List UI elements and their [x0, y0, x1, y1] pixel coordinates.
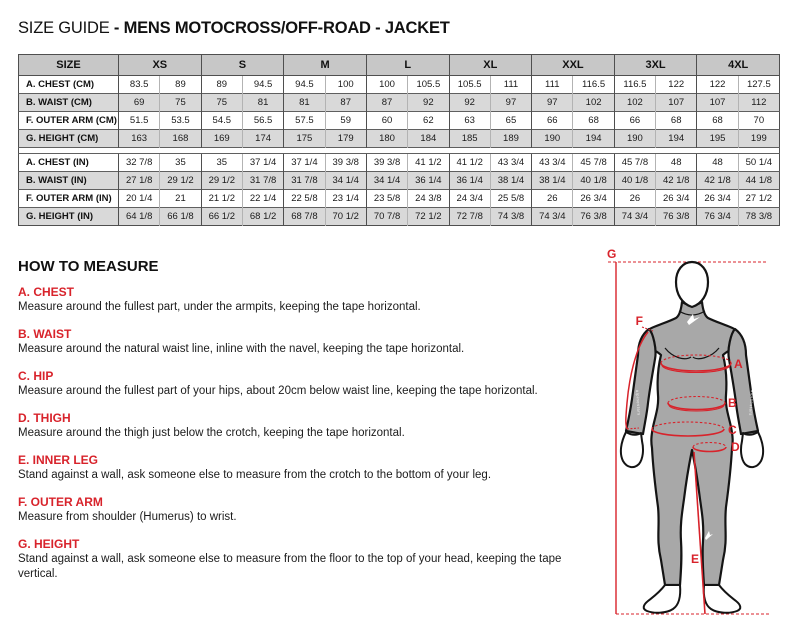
size-value-cell: 66	[532, 112, 573, 130]
measure-label: G. HEIGHT	[18, 537, 80, 551]
size-value-cell: 102	[614, 94, 655, 112]
size-value-cell: 169	[201, 130, 242, 148]
size-column-header: M	[284, 55, 367, 76]
size-value-cell: 179	[325, 130, 366, 148]
size-value-cell: 122	[697, 76, 738, 94]
arm-wordmark-left: alpinestars	[635, 389, 642, 416]
label-g: G	[607, 247, 617, 261]
size-value-cell: 92	[449, 94, 490, 112]
size-value-cell: 48	[697, 154, 738, 172]
row-label: A. CHEST (IN)	[19, 154, 119, 172]
size-value-cell: 105.5	[449, 76, 490, 94]
size-value-cell: 112	[738, 94, 779, 112]
measure-section	[18, 369, 593, 399]
size-value-cell: 35	[160, 154, 201, 172]
table-row	[19, 190, 780, 208]
size-column-header: 3XL	[614, 55, 697, 76]
size-value-cell: 50 1/4	[738, 154, 779, 172]
size-value-cell: 63	[449, 112, 490, 130]
size-value-cell: 38 1/4	[490, 172, 531, 190]
size-value-cell: 102	[573, 94, 614, 112]
size-value-cell: 39 3/8	[366, 154, 407, 172]
table-row	[19, 154, 780, 172]
size-value-cell: 111	[532, 76, 573, 94]
size-value-cell: 70	[738, 112, 779, 130]
size-value-cell: 92	[408, 94, 449, 112]
size-column-header: XS	[119, 55, 202, 76]
size-value-cell: 194	[656, 130, 697, 148]
size-value-cell: 122	[656, 76, 697, 94]
how-to-measure-sections	[18, 285, 593, 594]
size-table-head	[19, 55, 780, 76]
size-column-header: XL	[449, 55, 532, 76]
figure-right-arm	[728, 329, 758, 434]
size-value-cell: 190	[614, 130, 655, 148]
size-value-cell: 42 1/8	[656, 172, 697, 190]
size-value-cell: 27 1/2	[738, 190, 779, 208]
row-label: G. HEIGHT (IN)	[19, 208, 119, 226]
size-value-cell: 68	[573, 112, 614, 130]
size-value-cell: 31 7/8	[242, 172, 283, 190]
figure-right-foot	[704, 585, 741, 613]
row-label: B. WAIST (CM)	[19, 94, 119, 112]
size-value-cell: 29 1/2	[160, 172, 201, 190]
size-value-cell: 97	[532, 94, 573, 112]
measure-label: E. INNER LEG	[18, 453, 99, 467]
size-value-cell: 94.5	[284, 76, 325, 94]
size-value-cell: 23 1/4	[325, 190, 366, 208]
measure-label: D. THIGH	[18, 411, 71, 425]
size-value-cell: 20 1/4	[119, 190, 160, 208]
size-column-header: XXL	[532, 55, 615, 76]
row-label: F. OUTER ARM (IN)	[19, 190, 119, 208]
size-value-cell: 42 1/8	[697, 172, 738, 190]
size-value-cell: 127.5	[738, 76, 779, 94]
measure-section	[18, 495, 593, 525]
size-value-cell: 38 1/4	[532, 172, 573, 190]
size-value-cell: 116.5	[614, 76, 655, 94]
size-value-cell: 75	[160, 94, 201, 112]
measure-label: C. HIP	[18, 369, 54, 383]
size-value-cell: 56.5	[242, 112, 283, 130]
row-label: B. WAIST (IN)	[19, 172, 119, 190]
size-value-cell: 199	[738, 130, 779, 148]
size-value-cell: 195	[697, 130, 738, 148]
size-value-cell: 76 3/8	[573, 208, 614, 226]
size-value-cell: 68 1/2	[242, 208, 283, 226]
table-row	[19, 94, 780, 112]
measure-section	[18, 327, 593, 357]
size-value-cell: 36 1/4	[449, 172, 490, 190]
size-column-header: 4XL	[697, 55, 780, 76]
table-row	[19, 130, 780, 148]
measure-label: F. OUTER ARM	[18, 495, 103, 509]
figure-head	[676, 262, 708, 307]
size-value-cell: 54.5	[201, 112, 242, 130]
table-row	[19, 172, 780, 190]
label-a: A	[734, 357, 743, 371]
size-value-cell: 48	[656, 154, 697, 172]
measure-text: Measure from shoulder (Humerus) to wrist.	[18, 511, 237, 523]
size-value-cell: 72 1/2	[408, 208, 449, 226]
page-title	[18, 19, 450, 38]
figure-left-foot	[644, 585, 681, 613]
measure-text: Measure around the fullest part, under the armpits, keeping the tape horizontal.	[18, 301, 421, 313]
size-value-cell: 74 3/8	[490, 208, 531, 226]
size-value-cell: 81	[242, 94, 283, 112]
measure-text: Stand against a wall, ask someone else to measure from the floor to the top of your head, keeping the tape vertical.	[18, 553, 562, 580]
size-value-cell: 107	[656, 94, 697, 112]
size-value-cell: 189	[490, 130, 531, 148]
size-value-cell: 57.5	[284, 112, 325, 130]
size-value-cell: 24 3/8	[408, 190, 449, 208]
size-value-cell: 194	[573, 130, 614, 148]
size-value-cell: 60	[366, 112, 407, 130]
size-value-cell: 34 1/4	[325, 172, 366, 190]
size-value-cell: 41 1/2	[449, 154, 490, 172]
size-value-cell: 43 3/4	[532, 154, 573, 172]
size-value-cell: 168	[160, 130, 201, 148]
size-table-body	[19, 76, 780, 226]
how-to-measure-heading: HOW TO MEASURE	[18, 258, 159, 275]
row-label: G. HEIGHT (CM)	[19, 130, 119, 148]
row-label: F. OUTER ARM (CM)	[19, 112, 119, 130]
size-value-cell: 184	[408, 130, 449, 148]
size-value-cell: 26	[532, 190, 573, 208]
figure-left-hand	[621, 432, 643, 467]
label-b: B	[728, 396, 737, 410]
size-value-cell: 65	[490, 112, 531, 130]
size-value-cell: 26 3/4	[656, 190, 697, 208]
size-value-cell: 41 1/2	[408, 154, 449, 172]
size-value-cell: 76 3/8	[656, 208, 697, 226]
size-value-cell: 29 1/2	[201, 172, 242, 190]
size-value-cell: 75	[201, 94, 242, 112]
size-value-cell: 100	[325, 76, 366, 94]
size-value-cell: 32 7/8	[119, 154, 160, 172]
size-value-cell: 22 1/4	[242, 190, 283, 208]
measure-section	[18, 411, 593, 441]
size-value-cell: 74 3/4	[532, 208, 573, 226]
size-value-cell: 76 3/4	[697, 208, 738, 226]
size-value-cell: 53.5	[160, 112, 201, 130]
size-value-cell: 94.5	[242, 76, 283, 94]
row-label: A. CHEST (CM)	[19, 76, 119, 94]
size-value-cell: 40 1/8	[614, 172, 655, 190]
size-value-cell: 69	[119, 94, 160, 112]
size-value-cell: 45 7/8	[573, 154, 614, 172]
size-value-cell: 66	[614, 112, 655, 130]
size-value-cell: 185	[449, 130, 490, 148]
table-row	[19, 76, 780, 94]
size-value-cell: 70 1/2	[325, 208, 366, 226]
page-title-bold: - MENS MOTOCROSS/OFF-ROAD - JACKET	[113, 19, 450, 37]
size-value-cell: 66 1/2	[201, 208, 242, 226]
size-value-cell: 89	[201, 76, 242, 94]
size-value-cell: 59	[325, 112, 366, 130]
size-value-cell: 35	[201, 154, 242, 172]
corner-header: SIZE	[19, 55, 119, 76]
size-value-cell: 180	[366, 130, 407, 148]
size-value-cell: 175	[284, 130, 325, 148]
measure-text: Measure around the natural waist line, inline with the navel, keeping the tape horizontal.	[18, 343, 465, 355]
size-value-cell: 78 3/8	[738, 208, 779, 226]
size-value-cell: 116.5	[573, 76, 614, 94]
size-value-cell: 87	[325, 94, 366, 112]
size-value-cell: 27 1/8	[119, 172, 160, 190]
size-table	[18, 54, 780, 226]
size-table-header-row	[19, 55, 780, 76]
size-value-cell: 68	[656, 112, 697, 130]
figure-right-hand	[741, 432, 763, 467]
size-value-cell: 39 3/8	[325, 154, 366, 172]
size-value-cell: 111	[490, 76, 531, 94]
measure-section	[18, 285, 593, 315]
size-value-cell: 43 3/4	[490, 154, 531, 172]
measure-text: Measure around the thigh just below the crotch, keeping the tape horizontal.	[18, 427, 405, 439]
size-value-cell: 174	[242, 130, 283, 148]
label-c: C	[728, 423, 737, 437]
size-value-cell: 190	[532, 130, 573, 148]
size-value-cell: 83.5	[119, 76, 160, 94]
table-row	[19, 208, 780, 226]
page-title-regular: SIZE GUIDE	[18, 19, 114, 37]
size-value-cell: 107	[697, 94, 738, 112]
size-value-cell: 81	[284, 94, 325, 112]
size-value-cell: 51.5	[119, 112, 160, 130]
size-value-cell: 37 1/4	[284, 154, 325, 172]
size-value-cell: 62	[408, 112, 449, 130]
label-f: F	[635, 314, 643, 328]
measure-text: Stand against a wall, ask someone else to measure from the crotch to the bottom of your leg.	[18, 469, 492, 481]
size-value-cell: 24 3/4	[449, 190, 490, 208]
size-value-cell: 70 7/8	[366, 208, 407, 226]
label-d: D	[731, 440, 740, 454]
size-column-header: S	[201, 55, 284, 76]
measure-section	[18, 537, 593, 582]
measure-label: A. CHEST	[18, 285, 75, 299]
size-value-cell: 163	[119, 130, 160, 148]
size-value-cell: 31 7/8	[284, 172, 325, 190]
size-value-cell: 66 1/8	[160, 208, 201, 226]
size-value-cell: 26 3/4	[573, 190, 614, 208]
size-value-cell: 68 7/8	[284, 208, 325, 226]
size-value-cell: 64 1/8	[119, 208, 160, 226]
size-value-cell: 72 7/8	[449, 208, 490, 226]
size-value-cell: 74 3/4	[614, 208, 655, 226]
size-value-cell: 25 5/8	[490, 190, 531, 208]
size-value-cell: 23 5/8	[366, 190, 407, 208]
measure-section	[18, 453, 593, 483]
size-column-header: L	[366, 55, 449, 76]
table-row	[19, 112, 780, 130]
measurement-figure	[595, 245, 799, 634]
size-value-cell: 36 1/4	[408, 172, 449, 190]
size-value-cell: 87	[366, 94, 407, 112]
size-value-cell: 26	[614, 190, 655, 208]
size-value-cell: 105.5	[408, 76, 449, 94]
size-value-cell: 45 7/8	[614, 154, 655, 172]
figure-body	[642, 302, 742, 585]
arm-wordmark-right: alpinestars	[748, 389, 755, 417]
size-value-cell: 68	[697, 112, 738, 130]
size-value-cell: 21 1/2	[201, 190, 242, 208]
measurement-figure-svg	[595, 245, 799, 634]
size-value-cell: 97	[490, 94, 531, 112]
measure-text: Measure around the fullest part of your hips, about 20cm below waist line, keeping the tape horizontal.	[18, 385, 538, 397]
size-value-cell: 89	[160, 76, 201, 94]
size-value-cell: 100	[366, 76, 407, 94]
size-value-cell: 44 1/8	[738, 172, 779, 190]
size-value-cell: 37 1/4	[242, 154, 283, 172]
size-value-cell: 34 1/4	[366, 172, 407, 190]
size-value-cell: 40 1/8	[573, 172, 614, 190]
measure-label: B. WAIST	[18, 327, 72, 341]
size-value-cell: 21	[160, 190, 201, 208]
size-value-cell: 26 3/4	[697, 190, 738, 208]
size-value-cell: 22 5/8	[284, 190, 325, 208]
label-e: E	[690, 552, 699, 566]
